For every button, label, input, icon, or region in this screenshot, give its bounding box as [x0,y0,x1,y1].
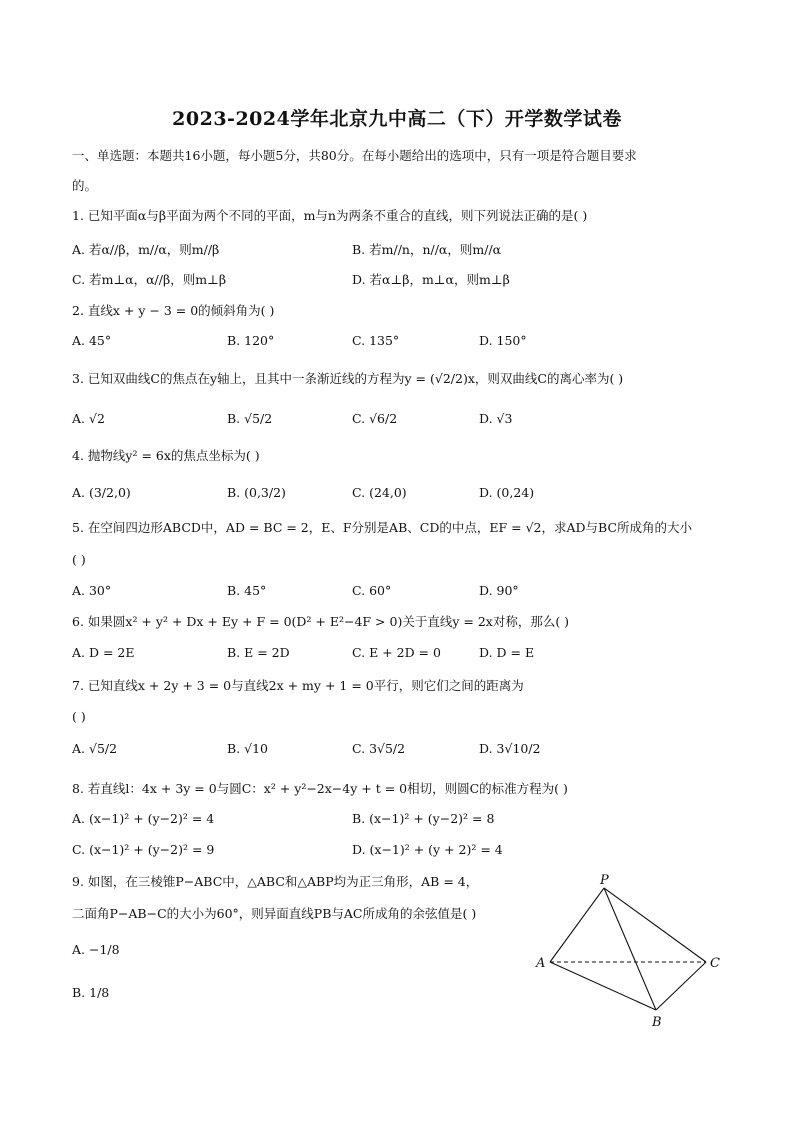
vertex-label-b: B [652,1015,662,1030]
question-7-option-c: C. 3√5/2 [352,741,406,756]
question-4-option-c: C. (24,0) [352,485,407,500]
question-9-stem-line-1: 9. 如图，在三棱锥P−ABC中，△ABC和△ABP均为正三角形，AB = 4， [72,874,479,889]
question-1-stem: 1. 已知平面α与β平面为两个不同的平面，m与n为两条不重合的直线，则下列说法正确的是( ) [72,208,588,223]
section-heading-line-2: 的。 [72,178,98,193]
question-4-option-a: A. (3/2,0) [72,485,131,500]
question-8-stem: 8. 若直线l：4x + 3y = 0与圆C：x² + y²−2x−4y + t = 0相切，则圆C的标准方程为( ) [72,781,568,796]
question-8-option-b: B. (x−1)² + (y−2)² = 8 [352,811,495,826]
question-7-stem-line-1: 7. 已知直线x + 2y + 3 = 0与直线2x + my + 1 = 0平行，则它们之间的距离为 [72,678,524,693]
edge-bc [656,962,706,1010]
question-6-option-b: B. E = 2D [227,645,290,660]
question-3-option-d: D. √3 [479,411,513,426]
question-5-stem-line-1: 5. 在空间四边形ABCD中，AD = BC = 2，E、F分别是AB、CD的中点，EF = √2，求AD与BC所成角的大小 [72,520,693,535]
question-3-option-c: C. √6/2 [352,411,398,426]
edge-ab [550,962,656,1010]
question-4-option-d: D. (0,24) [479,485,535,500]
question-1-option-b: B. 若m//n，n//α，则m//α [352,242,502,257]
question-2-option-b: B. 120° [227,333,275,348]
question-2-option-d: D. 150° [479,333,527,348]
question-6-option-d: D. D = E [479,645,535,660]
question-5-option-c: C. 60° [352,583,392,598]
page-title: 2023-2024学年北京九中高二（下）开学数学试卷 [172,108,622,130]
edge-pa [550,888,604,962]
question-2-option-c: C. 135° [352,333,400,348]
question-6-option-c: C. E + 2D = 0 [352,645,441,660]
question-2-option-a: A. 45° [72,333,112,348]
question-1-option-c: C. 若m⊥α，α//β，则m⊥β [72,272,227,287]
vertex-label-p: P [600,873,609,888]
question-5-option-b: B. 45° [227,583,267,598]
question-1-option-a: A. 若α//β，m//α，则m//β [72,242,220,257]
question-9-option-b: B. 1/8 [72,985,110,1000]
question-8-option-c: C. (x−1)² + (y−2)² = 9 [72,842,215,857]
question-8-option-d: D. (x−1)² + (y + 2)² = 4 [352,842,503,857]
question-5-option-a: A. 30° [72,583,112,598]
question-2-stem: 2. 直线x + y − 3 = 0的倾斜角为( ) [72,303,275,318]
question-5-option-d: D. 90° [479,583,519,598]
section-heading-line-1: 一、单选题：本题共16小题，每小题5分，共80分。在每小题给出的选项中，只有一项是符合题目要求 [72,148,637,163]
question-3-stem: 3. 已知双曲线C的焦点在y轴上，且其中一条渐近线的方程为y = (√2/2)x，则双曲线C的离心率为( ) [72,371,624,386]
question-4-option-b: B. (0,3/2) [227,485,286,500]
question-3-option-a: A. √2 [72,411,105,426]
question-5-stem-line-2: ( ) [72,552,86,567]
question-3-option-b: B. √5/2 [227,411,273,426]
question-6-stem: 6. 如果圆x² + y² + Dx + Ey + F = 0(D² + E²−4F > 0)关于直线y = 2x对称，那么( ) [72,614,570,629]
question-8-option-a: A. (x−1)² + (y−2)² = 4 [72,811,215,826]
question-7-option-b: B. √10 [227,741,269,756]
vertex-label-a: A [536,956,546,971]
question-4-stem: 4. 抛物线y² = 6x的焦点坐标为( ) [72,448,260,463]
question-7-stem-line-2: ( ) [72,709,86,724]
question-6-option-a: A. D = 2E [72,645,135,660]
tetrahedron-figure [520,868,740,1033]
question-7-option-a: A. √5/2 [72,741,118,756]
question-9-stem-line-2: 二面角P−AB−C的大小为60°，则异面直线PB与AC所成角的余弦值是( ) [72,906,477,921]
question-7-option-d: D. 3√10/2 [479,741,541,756]
question-9-option-a: A. −1/8 [72,942,120,957]
vertex-label-c: C [710,956,720,971]
question-1-option-d: D. 若α⊥β，m⊥α，则m⊥β [352,272,510,287]
